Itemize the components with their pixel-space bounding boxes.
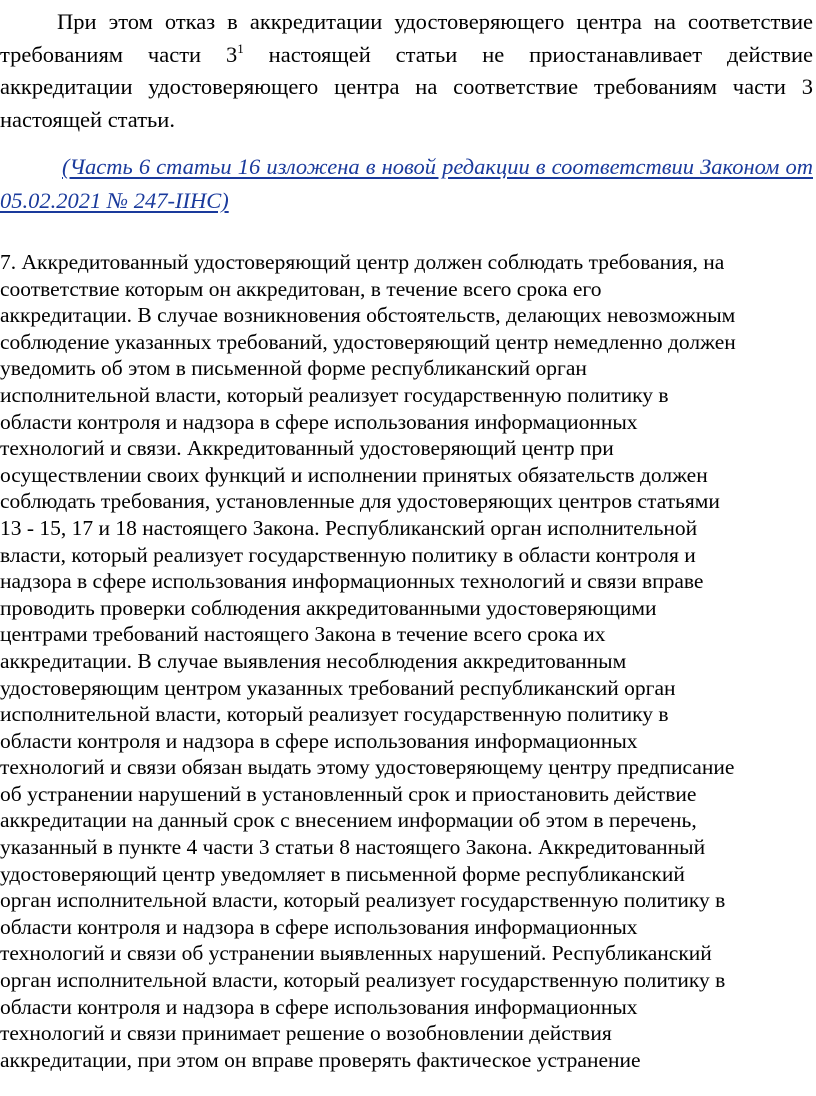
paragraph-7-line: об устранении нарушений в установленный срок и приостановить действие: [0, 781, 697, 806]
paragraph-7-line: области контроля и надзора в сфере использования информационных: [0, 914, 638, 939]
paragraph-7-line: области контроля и надзора в сфере использования информационных: [0, 994, 638, 1019]
paragraph-7-line: проводить проверки соблюдения аккредитованными удостоверяющими: [0, 595, 657, 620]
paragraph-7-line: 13 - 15, 17 и 18 настоящего Закона. Республиканский орган исполнительной: [0, 515, 698, 540]
paragraph-7-line: орган исполнительной власти, который реализует государственную политику в: [0, 888, 726, 913]
paragraph-7-line: аккредитации на данный срок с внесением информации об этом в перечень,: [0, 808, 697, 833]
paragraph-7-line: технологий и связи об устранении выявленных нарушений. Республиканский: [0, 941, 712, 966]
amendment-note-link[interactable]: (Часть 6 статьи 16 изложена в новой редакции в соответствии Законом от 05.02.2021 № 247-IIНС): [0, 154, 813, 213]
paragraph-7-line: технологий и связи принимает решение о возобновлении действия: [0, 1021, 612, 1046]
paragraph-7-line: области контроля и надзора в сфере использования информационных: [0, 728, 638, 753]
paragraph-intro-text-continued: настоящей статьи не приостанавливает действие аккредитации удостоверяющего центра на соответствие требованиям части 3 настоящей статьи.: [0, 41, 813, 132]
paragraph-7-line: аккредитации. В случае возникновения обстоятельств, делающих невозможным: [0, 303, 736, 328]
paragraph-intro: [0, 6, 813, 136]
paragraph-7-line: орган исполнительной власти, который реализует государственную политику в: [0, 968, 726, 993]
paragraph-7-line: соблюдение указанных требований, удостоверяющий центр немедленно должен: [0, 329, 736, 354]
paragraph-7-line: технологий и связи. Аккредитованный удостоверяющий центр при: [0, 436, 614, 461]
paragraph-7-line: аккредитации. В случае выявления несоблюдения аккредитованным: [0, 648, 627, 673]
paragraph-7-line: 7. Аккредитованный удостоверяющий центр должен соблюдать требования, на: [0, 250, 725, 274]
paragraph-7-line: соблюдать требования, установленные для удостоверяющих центров статьями: [0, 489, 720, 514]
paragraph-7-line: указанный в пункте 4 части 3 статьи 8 настоящего Закона. Аккредитованный: [0, 835, 706, 860]
superscript-marker: 1: [237, 40, 244, 56]
paragraph-7-line: исполнительной власти, который реализует государственную политику в: [0, 702, 669, 727]
paragraph-7-line: надзора в сфере использования информационных технологий и связи вправе: [0, 569, 704, 594]
paragraph-7-line: удостоверяющим центром указанных требований республиканский орган: [0, 675, 676, 700]
paragraph-intro-text: При этом отказ в аккредитации удостоверяющего центра на соответствие требованиям части 3: [0, 9, 813, 67]
paragraph-7-line: центрами требований настоящего Закона в течение всего срока их: [0, 622, 606, 647]
paragraph-7-line: осуществлении своих функций и исполнении принятых обязательств должен: [0, 462, 708, 487]
paragraph-7-line: области контроля и надзора в сфере использования информационных: [0, 409, 638, 434]
paragraph-7: [0, 249, 813, 1073]
paragraph-7-line: технологий и связи обязан выдать этому удостоверяющему центру предписание: [0, 755, 735, 780]
paragraph-7-line: соответствие которым он аккредитован, в течение всего срока его: [0, 276, 602, 301]
paragraph-7-line: аккредитации, при этом он вправе проверять фактическое устранение: [0, 1047, 641, 1072]
paragraph-7-line: удостоверяющий центр уведомляет в письменной форме республиканский: [0, 861, 685, 886]
paragraph-7-line: исполнительной власти, который реализует государственную политику в: [0, 382, 669, 407]
paragraph-7-line: уведомить об этом в письменной форме республиканский орган: [0, 356, 587, 381]
paragraph-7-line: власти, который реализует государственную политику в области контроля и: [0, 542, 696, 567]
